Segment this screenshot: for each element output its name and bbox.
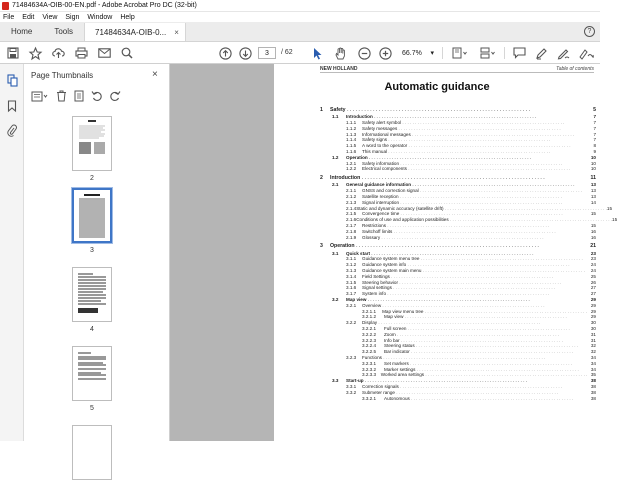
toc-entry[interactable] [320,229,596,234]
toc-entry-page: 27 [590,291,596,297]
toc-entry-page: 34 [590,366,596,372]
toc-entry-title: Electrical components . . . . . . . . . . . . . . . . . . . . . . . . . . . . . . . . . . . . . . . . . . . . . . . . . . . . . . . . . . . . . . . . [362,166,571,172]
toc-entry-title: Bar indicator . . . . . . . . . . . . . . . . . . . . . . . . . . . . . . . . . . . . . . . . . . . . . . . . . . . . . . . . . . . . . . . . [384,349,574,355]
toolbar [0,42,600,64]
toc-entry-number: 2.1.7 [346,223,357,228]
toc-entry-page: 26 [590,279,596,285]
panel-title: Page Thumbnails [31,71,94,80]
toc-entry-number: 3.3.2 [346,389,357,395]
toc-entry-page: 16 [590,228,596,234]
toc-entry-title: Start-up . . . . . . . . . . . . . . . . . . . . . . . . . . . . . . . . . . . . . . . . . . . . . . . . . . . . . . . . . . . . . . . . [346,378,527,384]
search-icon[interactable] [119,45,135,61]
toc-entry-title: Safety information . . . . . . . . . . . . . . . . . . . . . . . . . . . . . . . . . . . . . . . . . . . . . . . . . . . . . . . . . . . . . . . . [362,160,563,166]
insert-page-icon[interactable] [72,89,86,103]
highlight-pen-icon[interactable] [533,45,549,61]
acrobat-icon [2,2,9,10]
toc-entry-page: 32 [590,349,596,355]
toc-entry[interactable] [320,256,596,261]
page-header-section: Table of contents [556,66,594,72]
rotate-counterclockwise-icon[interactable] [90,89,104,103]
toc-entry-page: 29 [590,297,596,302]
toc-entry-number: 1.2.2 [346,166,357,172]
toc-entry-number: 2.1.6 [346,217,357,223]
toc-entry-title: Convergence time . . . . . . . . . . . . . . . . . . . . . . . . . . . . . . . . . . . . . . . . . . . . . . . . . . . . . . . . . . . . . . . . [362,211,563,217]
toc-entry-title: Display . . . . . . . . . . . . . . . . . . . . . . . . . . . . . . . . . . . . . . . . . . . . . . . . . . . . . . . . . . . . . . . . [362,320,541,326]
menu-help[interactable]: Help [120,13,135,21]
toc-entry[interactable] [320,390,596,395]
zoom-in-icon[interactable] [377,45,393,61]
toc-entry-number: 3.1.3 [346,268,357,273]
toc-entry[interactable] [320,108,596,113]
bookmark-star-icon[interactable] [27,45,43,61]
toc-entry-title: Functions . . . . . . . . . . . . . . . . . . . . . . . . . . . . . . . . . . . . . . . . . . . . . . . . . . . . . . . . . . . . . . . . [362,355,546,360]
toc-entry-title: Map view menu tree . . . . . . . . . . . . . . . . . . . . . . . . . . . . . . . . . . . . . . . . . . . . . . . . . . . . . . . . . . . . . . . . [382,308,587,314]
toc-entry-number: 3.2 [332,297,339,302]
toc-entry-title: Safety alert symbol . . . . . . . . . . . . . . . . . . . . . . . . . . . . . . . . . . . . . . . . . . . . . . . . . . . . . . . . . . . . . . . . [362,120,565,125]
toc-entry-title: Submeter range . . . . . . . . . . . . . . . . . . . . . . . . . . . . . . . . . . . . . . . . . . . . . . . . . . . . . . . . . . . . . . . . [362,389,559,395]
tab-document[interactable] [84,23,186,41]
toc-entry-number: 3.2.3.3 [362,372,377,378]
toc-entry-page: 7 [593,120,596,125]
toc-entry-page: 30 [590,326,596,331]
toc-entry[interactable] [320,378,596,383]
toc-entry-title: Signal interruption . . . . . . . . . . . . . . . . . . . . . . . . . . . . . . . . . . . . . . . . . . . . . . . . . . . . . . . . . . . . . . . . [362,199,563,205]
toc-entry-title: Safety messages . . . . . . . . . . . . . . . . . . . . . . . . . . . . . . . . . . . . . . . . . . . . . . . . . . . . . . . . . . . . . . . . [362,125,561,131]
tab-home[interactable]: Home [11,27,33,36]
toc-entry-title: Signal settings . . . . . . . . . . . . . . . . . . . . . . . . . . . . . . . . . . . . . . . . . . . . . . . . . . . . . . . . . . . . . . . . [362,285,556,291]
document-title: Automatic guidance [384,81,490,93]
toc-entry-number: 3.2.1 [346,302,357,308]
window-title: 71484634A-OIB-00-EN.pdf - Adobe Acrobat Pro DC (32-bit) [12,2,197,9]
toc-entry-number: 2.1.9 [346,234,357,240]
toc-entry-title: Satellite reception . . . . . . . . . . . . . . . . . . . . . . . . . . . . . . . . . . . . . . . . . . . . . . . . . . . . . . . . . . . . . . . . [362,194,562,199]
toc-entry[interactable] [320,235,596,240]
toc-entry-number: 1.2 [332,154,339,160]
toc-entry[interactable] [320,349,596,354]
toc-entry-page: 29 [590,308,596,314]
hand-tool-icon[interactable] [332,45,348,61]
toc-entry-title: System info . . . . . . . . . . . . . . . . . . . . . . . . . . . . . . . . . . . . . . . . . . . . . . . . . . . . . . . . . . . . . . . . [362,291,550,297]
toc-entry-page: 27 [590,285,596,291]
toc-entry-page: 38 [590,384,596,389]
previous-page-icon[interactable] [217,45,233,61]
toc-entry-title: Switchoff limits . . . . . . . . . . . . . . . . . . . . . . . . . . . . . . . . . . . . . . . . . . . . . . . . . . . . . . . . . . . . . . . . [362,228,556,234]
save-icon[interactable] [5,45,21,61]
toc-entry-title: Safety . . . . . . . . . . . . . . . . . . . . . . . . . . . . . . . . . . . . . . . . . . . . . . . . . . . . . . . . . . . . . . . . [330,107,531,113]
toc-entry-title: Worked area settings . . . . . . . . . . . . . . . . . . . . . . . . . . . . . . . . . . . . . . . . . . . . . . . . . . . . . . . . . . . . . . . . [380,372,588,378]
toc-entry-title: Map view . . . . . . . . . . . . . . . . . . . . . . . . . . . . . . . . . . . . . . . . . . . . . . . . . . . . . . . . . . . . . . . . [346,297,530,302]
toc-entry-title: Restrictions . . . . . . . . . . . . . . . . . . . . . . . . . . . . . . . . . . . . . . . . . . . . . . . . . . . . . . . . . . . . . . . . [362,223,550,228]
toc-entry[interactable] [320,314,596,319]
page-thumbnail-selected[interactable] [72,188,112,243]
toc-entry-number: 3.2.2.1 [362,326,377,331]
toc-entry[interactable] [320,205,613,211]
toc-entry-number: 3.2.3.2 [362,366,377,372]
pdf-page [274,64,617,441]
toc-entry[interactable] [320,244,596,249]
toc-entry-title: General guidance information . . . . . . . . . . . . . . . . . . . . . . . . . . . . . . . . . . . . . . . . . . . . . . . . . . . . . . . . . . . . . . . . [346,182,575,188]
toc-entry-number: 3.3.1 [346,384,357,389]
delete-page-icon[interactable] [54,89,68,103]
draw-icon[interactable] [555,45,571,61]
toc-entry-title: Correction signals . . . . . . . . . . . . . . . . . . . . . . . . . . . . . . . . . . . . . . . . . . . . . . . . . . . . . . . . . . . . . . . . [362,384,563,389]
toc-entry-number: 1.1 [332,114,339,120]
toc-entry[interactable] [320,343,596,348]
toc-entry-title: Map view . . . . . . . . . . . . . . . . . . . . . . . . . . . . . . . . . . . . . . . . . . . . . . . . . . . . . . . . . . . . . . . . [384,314,567,320]
toc-entry-page: 7 [593,114,596,120]
toc-entry-title: Static and dynamic accuracy (satellite drift) . . . . . . . . . . . . . . . . . . . . . . . . . . . . . . . . . . . . . . . . . . . . . . . . . . . . . . . . . . . . . . . . [356,205,607,211]
toc-entry-title: GNSS and correction signal . . . . . . . . . . . . . . . . . . . . . . . . . . . . . . . . . . . . . . . . . . . . . . . . . . . . . . . . . . . . . . . . [362,188,583,194]
toc-entry[interactable] [320,217,617,223]
toc-entry-page: 13 [590,182,596,188]
menu-edit[interactable]: Edit [22,13,35,21]
toc-entry[interactable] [320,114,596,119]
title-bar [0,0,600,12]
toc-entry-page: 21 [590,243,596,250]
toc-entry-number: 3.1.4 [346,273,357,279]
toc-entry[interactable] [320,166,596,171]
toc-entry-title: Steering status . . . . . . . . . . . . . . . . . . . . . . . . . . . . . . . . . . . . . . . . . . . . . . . . . . . . . . . . . . . . . . . . [384,343,579,349]
toc-entry-number: 2.1 [332,182,339,188]
brand-logo: NEW HOLLAND [320,66,358,72]
toc-entry-title: Introduction . . . . . . . . . . . . . . . . . . . . . . . . . . . . . . . . . . . . . . . . . . . . . . . . . . . . . . . . . . . . . . . . [346,114,537,120]
toc-entry-title: Marker settings . . . . . . . . . . . . . . . . . . . . . . . . . . . . . . . . . . . . . . . . . . . . . . . . . . . . . . . . . . . . . . . . [384,366,579,372]
page-thumbnails-icon[interactable] [6,74,18,86]
page-thumbnail[interactable] [72,425,112,480]
tab-tools[interactable]: Tools [54,27,74,36]
toc-entry-number: 3.2.2 [346,320,357,326]
toc-entry-title: Guidance system main menu . . . . . . . . . . . . . . . . . . . . . . . . . . . . . . . . . . . . . . . . . . . . . . . . . . . . . . . . . . . . . . . . [362,268,585,273]
menu-sign[interactable]: Sign [65,13,80,21]
toc-entry-number: 3.2.2.3 [362,337,377,343]
thumbnail-list [24,108,160,441]
toc-entry-page: 10 [590,154,596,160]
toc-entry-page: 38 [590,389,596,395]
toc-entry-title: Informational messages . . . . . . . . . . . . . . . . . . . . . . . . . . . . . . . . . . . . . . . . . . . . . . . . . . . . . . . . . . . . . . . . [362,131,575,137]
toc-entry[interactable] [320,303,596,308]
toc-entry-number: 1.1.6 [346,149,357,154]
email-icon[interactable] [96,45,112,61]
toc-entry[interactable] [320,309,596,314]
toc-entry[interactable] [320,262,596,267]
thumbnail-toolbar [30,88,122,104]
toc-entry[interactable] [320,268,596,273]
zoom-level-select[interactable] [399,47,437,59]
toc-entry[interactable] [320,223,596,228]
toc-entry-page: 10 [590,160,596,166]
toc-entry-number: 3.1.6 [346,285,357,291]
select-cursor-icon[interactable] [311,45,325,61]
page-thumbnail[interactable] [72,116,112,171]
toc-entry-number: 1.1.3 [346,131,357,137]
zoom-out-icon[interactable] [356,45,372,61]
toc-entry-page: 24 [590,268,596,273]
toc-entry-number: 1.1.4 [346,137,357,143]
toc-entry[interactable] [320,143,596,148]
toc-entry-page: 7 [593,131,596,137]
toc-entry-title: Zoom . . . . . . . . . . . . . . . . . . . . . . . . . . . . . . . . . . . . . . . . . . . . . . . . . . . . . . . . . . . . . . . . [384,331,560,337]
toc-entry-number: 2.1.8 [346,228,357,234]
toc-entry[interactable] [320,211,596,216]
toc-entry-number: 3.1.1 [346,256,357,262]
left-navigation-rail [0,64,24,441]
tab-document-label: 71484634A-OIB-0... [95,27,167,37]
toc-entry-number: 1.2.1 [346,160,357,166]
toc-entry[interactable] [320,320,596,325]
thumbnail-page-number: 5 [90,405,94,412]
toc-entry-number: 3.2.1.2 [362,314,377,320]
toc-entry[interactable] [320,155,596,160]
toc-entry-number: 3.1.2 [346,262,357,268]
chevron-down-icon: ▾ [430,50,434,57]
toc-entry-title: Glossary . . . . . . . . . . . . . . . . . . . . . . . . . . . . . . . . . . . . . . . . . . . . . . . . . . . . . . . . . . . . . . . . [362,234,544,240]
toc-entry-page: 16 [590,234,596,240]
page-number-input[interactable]: 3 [258,47,276,59]
toc-entry-title: Conditions of use and application possibilities . . . . . . . . . . . . . . . . . . . . . . . . . . . . . . . . . . . . . . . . . . . . . . . . . . . . . . . . . . . . . . . . [356,217,613,223]
toc-entry-number: 1.1.1 [346,120,357,125]
thumbnail-page-number: 2 [90,175,94,182]
attachments-icon[interactable] [6,124,18,136]
toc-entry[interactable] [320,396,596,401]
toc-entry-number: 3 [320,243,323,250]
toc-entry-page: 14 [590,199,596,205]
toc-entry-number: 2 [320,175,323,182]
toc-entry[interactable] [320,338,596,343]
toc-entry-title: Autonomous . . . . . . . . . . . . . . . . . . . . . . . . . . . . . . . . . . . . . . . . . . . . . . . . . . . . . . . . . . . . . . . . [384,395,574,401]
page-total: / 62 [281,49,293,56]
toc-entry-title: Steering behavior . . . . . . . . . . . . . . . . . . . . . . . . . . . . . . . . . . . . . . . . . . . . . . . . . . . . . . . . . . . . . . . . [362,279,562,285]
toc-entry-page: 7 [593,125,596,131]
toc-entry[interactable] [320,291,596,296]
toc-entry[interactable] [320,194,596,199]
help-icon[interactable]: ? [584,26,595,37]
toc-entry[interactable] [320,361,596,366]
menu-view[interactable]: View [42,13,58,21]
toc-entry-number: 2.1.2 [346,194,357,199]
toc-entry[interactable] [320,251,596,256]
toc-entry-page: 8 [593,143,596,149]
fill-sign-icon[interactable] [577,45,595,61]
toc-entry-number: 3.2.2.5 [362,349,377,355]
toc-entry-title: Guidance system info . . . . . . . . . . . . . . . . . . . . . . . . . . . . . . . . . . . . . . . . . . . . . . . . . . . . . . . . . . . . . . . . [362,262,570,268]
toc-entry-page: 15 [590,211,596,217]
toc-entry-page: 32 [590,343,596,349]
toc-entry[interactable] [320,137,596,142]
toc-entry-page: 9 [593,149,596,154]
toc-entry-page: 29 [590,314,596,320]
toc-entry-title: Full screen . . . . . . . . . . . . . . . . . . . . . . . . . . . . . . . . . . . . . . . . . . . . . . . . . . . . . . . . . . . . . . . . [384,326,570,331]
toc-entry-page: 25 [590,273,596,279]
toc-entry-page: 5 [593,107,596,113]
page-fit-icon[interactable] [450,45,470,61]
page-thumbnail[interactable] [72,267,112,322]
toc-entry-page: 34 [590,355,596,360]
thumbnail-page-number: 3 [90,247,94,254]
toc-entry-number: 3.2.1.1 [362,308,377,314]
toc-entry-title: Safety signs . . . . . . . . . . . . . . . . . . . . . . . . . . . . . . . . . . . . . . . . . . . . . . . . . . . . . . . . . . . . . . . . [362,137,551,143]
toc-entry-page: 31 [590,331,596,337]
toc-entry[interactable] [320,355,596,360]
toc-entry-page: 11 [590,175,596,182]
toc-entry-number: 3.2.2.4 [362,343,377,349]
toc-entry-page: 31 [590,337,596,343]
toc-entry-number: 3.2.3.1 [362,360,377,366]
tab-bar [0,22,600,42]
thumbnail-options-icon[interactable] [30,89,50,103]
bookmarks-icon[interactable] [6,100,18,112]
toc-entry[interactable] [320,297,596,302]
toc-entry-number: 1.1.5 [346,143,357,149]
toc-entry[interactable] [320,161,596,166]
toc-entry-title: A word to the operator . . . . . . . . . . . . . . . . . . . . . . . . . . . . . . . . . . . . . . . . . . . . . . . . . . . . . . . . . . . . . . . . [362,143,571,149]
toc-entry-page: 15 [606,205,613,211]
toc-entry[interactable] [320,200,596,205]
toc-entry-number: 2.1.5 [346,211,357,217]
toc-entry[interactable] [320,280,596,285]
toc-entry-title: Guidance system menu tree . . . . . . . . . . . . . . . . . . . . . . . . . . . . . . . . . . . . . . . . . . . . . . . . . . . . . . . . . . . . . . . . [362,256,583,262]
toc-entry-page: 15 [590,223,596,228]
document-viewport[interactable] [170,64,617,441]
toc-entry[interactable] [320,188,596,193]
toc-entry-title: Field Settings . . . . . . . . . . . . . . . . . . . . . . . . . . . . . . . . . . . . . . . . . . . . . . . . . . . . . . . . . . . . . . . . [362,273,554,279]
close-tab-icon[interactable]: × [174,27,179,37]
toc-entry-title: Info bar . . . . . . . . . . . . . . . . . . . . . . . . . . . . . . . . . . . . . . . . . . . . . . . . . . . . . . . . . . . . . . . . [384,337,563,343]
toc-entry-title: Operation . . . . . . . . . . . . . . . . . . . . . . . . . . . . . . . . . . . . . . . . . . . . . . . . . . . . . . . . . . . . . . . . [346,154,532,160]
toc-entry-title: This manual . . . . . . . . . . . . . . . . . . . . . . . . . . . . . . . . . . . . . . . . . . . . . . . . . . . . . . . . . . . . . . . . [362,149,551,154]
toc-entry[interactable] [320,367,596,372]
toc-entry-title: Introduction . . . . . . . . . . . . . . . . . . . . . . . . . . . . . . . . . . . . . . . . . . . . . . . . . . . . . . . . . . . . . . . . [330,175,545,182]
toc-entry[interactable] [320,372,596,377]
toc-entry-number: 3.3.2.1 [362,395,377,401]
toc-entry-number: 2.1.3 [346,199,357,205]
toc-entry-title: Set markers . . . . . . . . . . . . . . . . . . . . . . . . . . . . . . . . . . . . . . . . . . . . . . . . . . . . . . . . . . . . . . . . [384,360,573,366]
toc-entry[interactable] [320,326,596,331]
toc-entry-number: 3.1.5 [346,279,357,285]
toc-entry-number: 1 [320,107,323,113]
toc-entry-page: 34 [590,360,596,366]
menu-bar [0,12,600,22]
zoom-level-value: 66.7% [402,49,422,57]
toc-entry-page: 10 [590,166,596,172]
toc-entry-number: 3.1.7 [346,291,357,297]
toc-entry[interactable] [320,285,596,290]
rotate-clockwise-icon[interactable] [108,89,122,103]
thumbnail-page-number: 4 [90,326,94,333]
scroll-mode-icon[interactable] [478,45,498,61]
toc-entry[interactable] [320,274,596,279]
next-page-icon[interactable] [237,45,253,61]
toc-entry-page: 30 [590,320,596,326]
page-thumbnails-panel [24,64,170,441]
toc-entry-page: 29 [590,302,596,308]
toc-entry[interactable] [320,176,596,181]
toc-entry-page: 23 [590,256,596,262]
print-icon[interactable] [73,45,89,61]
toc-entry[interactable] [320,120,596,125]
upload-icon[interactable] [50,45,66,61]
toc-entry-number: 3.1 [332,250,339,256]
menu-window[interactable]: Window [87,13,113,21]
toc-entry-page: 13 [590,188,596,194]
toc-entry[interactable] [320,384,596,389]
toc-entry-number: 2.1.1 [346,188,357,194]
toc-entry-title: Overview . . . . . . . . . . . . . . . . . . . . . . . . . . . . . . . . . . . . . . . . . . . . . . . . . . . . . . . . . . . . . . . . [362,302,545,308]
toc-entry[interactable] [320,132,596,137]
toc-entry[interactable] [320,182,596,187]
toc-entry-page: 15 [612,217,617,223]
toc-entry-page: 23 [590,250,596,256]
toc-entry-title: Operation . . . . . . . . . . . . . . . . . . . . . . . . . . . . . . . . . . . . . . . . . . . . . . . . . . . . . . . . . . . . . . . . [330,243,539,250]
comment-icon[interactable] [511,45,527,61]
toc-entry-number: 1.1.2 [346,125,357,131]
toc-entry-number: 3.2.3 [346,355,357,360]
toc-entry-page: 38 [590,378,596,384]
page-thumbnail[interactable] [72,346,112,401]
close-panel-icon[interactable]: × [152,69,158,80]
toc-entry-number: 2.1.4 [346,205,357,211]
toc-entry[interactable] [320,332,596,337]
menu-file[interactable]: File [3,13,15,21]
toc-entry-page: 38 [590,395,596,401]
toc-entry-title: Quick start . . . . . . . . . . . . . . . . . . . . . . . . . . . . . . . . . . . . . . . . . . . . . . . . . . . . . . . . . . . . . . . . [346,250,534,256]
toc-entry[interactable] [320,126,596,131]
toc-entry[interactable] [320,149,596,154]
toc-entry-number: 3.2.2.2 [362,331,377,337]
toc-entry-page: 13 [590,194,596,199]
toc-entry-page: 7 [593,137,596,143]
toc-entry-number: 3.3 [332,378,339,384]
toc-entry-page: 35 [590,372,596,378]
toc-entry-page: 24 [590,262,596,268]
